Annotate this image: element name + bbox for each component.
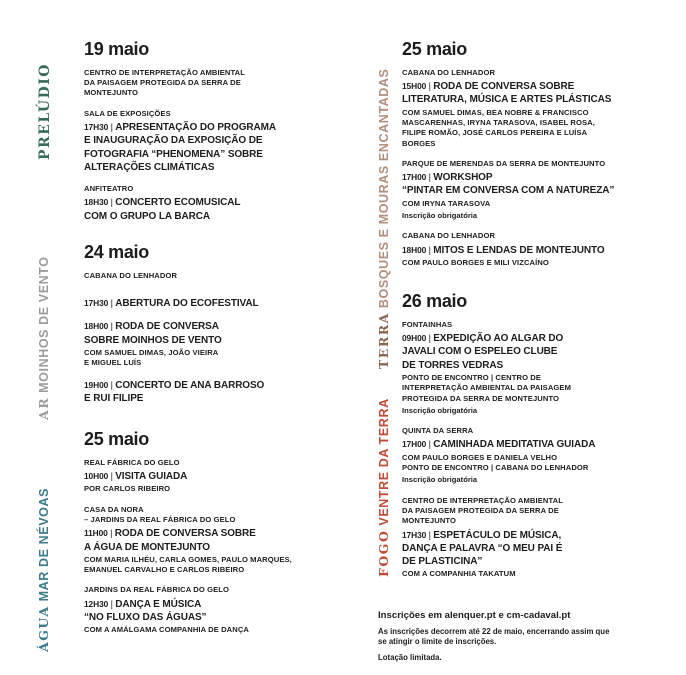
date-heading: 26 maio (402, 291, 467, 311)
title-line: “NO FLUXO DAS ÁGUAS” (84, 612, 207, 624)
venue-lines (84, 585, 338, 595)
venue-line: CENTRO DE INTERPRETAÇÃO AMBIENTAL (84, 67, 245, 77)
registration-note: Inscrição obrigatória (402, 405, 478, 415)
time-separator: | (426, 81, 434, 92)
venue-line: – JARDINS DA REAL FÁBRICA DO GELO (84, 514, 236, 524)
event-time: 17H00 (402, 439, 427, 450)
title-line: LITERATURA, MÚSICA E ARTES PLÁSTICAS (402, 94, 612, 106)
event-title (84, 297, 338, 310)
rail-element-word: PRELÚDIO (37, 62, 53, 160)
time-separator: | (107, 528, 115, 539)
detail-line: COM A COMPANHIA TAKATUM (402, 569, 516, 579)
event-time: 18H00 (402, 244, 427, 255)
event-block (402, 320, 678, 416)
event-time: 10H00 (84, 471, 109, 482)
detail-line: PROTEGIDA DA SERRA DE MONTEJUNTO (402, 393, 560, 403)
footer-registration-line: Inscrições em alenquer.pt e cm-cadaval.pt (378, 610, 571, 621)
title-line: E INAUGURAÇÃO DA EXPOSIÇÃO DE (84, 135, 263, 147)
venue-lines (402, 231, 678, 241)
rail-ar (38, 228, 62, 420)
detail-line: COM PAULO BORGES E MILI VIZCAÍNO (402, 257, 549, 267)
event-detail (84, 348, 338, 369)
rail-element-word: FOGO (376, 529, 391, 577)
registration-note: Inscrição obrigatória (402, 475, 478, 485)
section-preludio (36, 40, 338, 233)
title-line: RODA DE CONVERSA SOBRE (433, 81, 575, 93)
event-title-text (115, 298, 258, 309)
event-detail (402, 569, 678, 579)
event-time: 17H00 (402, 172, 427, 183)
event-block (402, 496, 678, 580)
venue-lines (402, 68, 678, 78)
detail-line: EMANUEL CARVALHO E CARLOS RIBEIRO (84, 565, 245, 575)
event-block (84, 585, 338, 635)
registration-note: Inscrição obrigatória (402, 211, 478, 221)
venue-lines (84, 505, 338, 526)
rail-subtitle: MAR DE NÉVOAS (37, 487, 51, 606)
event-title (84, 527, 338, 554)
event-block (84, 184, 338, 223)
venue-line: MONTEJUNTO (84, 88, 139, 98)
title-line: COM O GRUPO LA BARCA (84, 210, 210, 222)
event-time: 17H30 (402, 529, 427, 540)
event-block (84, 320, 338, 368)
title-line: “PINTAR EM CONVERSA COM A NATUREZA” (402, 185, 615, 197)
rail-subtitle: BOSQUES E MOURAS ENCANTADAS (377, 68, 391, 313)
event-title-text (402, 172, 614, 196)
event-title (402, 80, 678, 107)
venue-block (84, 68, 338, 99)
venue-lines (402, 496, 678, 527)
event-title (84, 598, 338, 625)
event-title-text (402, 81, 611, 105)
time-separator: | (108, 471, 116, 482)
title-line: MITOS E LENDAS DE MONTEJUNTO (433, 244, 605, 256)
venue-lines (84, 271, 338, 281)
venue-line: PARQUE DE MERENDAS DA SERRA DE MONTEJUNTO (402, 158, 606, 168)
event-time: 17H30 (84, 121, 109, 132)
detail-line: FILIPE ROMÃO, JOSÉ CARLOS PEREIRA E LUÍSA (402, 128, 588, 138)
title-line: RODA DE CONVERSA SOBRE (114, 528, 256, 540)
venue-lines (84, 458, 338, 468)
section-content (402, 292, 678, 580)
date-heading: 24 maio (84, 242, 149, 262)
detail-line: INTERPRETAÇÃO AMBIENTAL DA PAISAGEM (402, 383, 572, 393)
venue-lines (402, 426, 678, 436)
time-separator: | (426, 172, 434, 183)
title-line: EXPEDIÇÃO AO ALGAR DO (433, 333, 564, 345)
event-title (402, 244, 678, 257)
rail-element-word: AR (36, 396, 51, 420)
venue-line: CASA DA NORA (84, 504, 144, 514)
venue-line: MONTEJUNTO (402, 516, 457, 526)
time-separator: | (108, 321, 116, 332)
event-time: 12H30 (84, 598, 109, 609)
event-title (402, 332, 678, 372)
detail-line: COM SAMUEL DIMAS, JOÃO VIEIRA (84, 347, 219, 357)
event-block (84, 379, 338, 406)
time-separator: | (426, 439, 434, 450)
title-line: CONCERTO ECOMUSICAL (115, 197, 241, 209)
time-separator: | (108, 379, 116, 390)
venue-lines (402, 320, 678, 330)
venue-line: ANFITEATRO (84, 184, 134, 194)
rail-subtitle: VENTRE DA TERRA (377, 398, 391, 530)
event-time: 15H00 (402, 81, 427, 92)
time-separator: | (108, 598, 116, 609)
venue-line: FONTAINHAS (402, 319, 453, 329)
venue-line: CABANA DO LENHADOR (402, 67, 496, 77)
section-content (84, 40, 338, 223)
title-line: SOBRE MOINHOS DE VENTO (84, 334, 222, 346)
detail-line: E MIGUEL LUÍS (84, 358, 142, 368)
detail-line: COM MARIA ILHÉU, CARLA GOMES, PAULO MARQUES, (84, 554, 292, 564)
event-title (84, 379, 338, 406)
footer (378, 610, 670, 670)
event-time: 18H30 (84, 197, 109, 208)
event-block (402, 159, 678, 221)
footer-deadline-line-2: se atingir o limite de inscrições. (378, 637, 497, 647)
title-line: DANÇA E PALAVRA “O MEU PAI É (402, 542, 563, 554)
event-time: 09H00 (402, 333, 427, 344)
title-line: ALTERAÇÕES CLIMÁTICAS (84, 161, 215, 173)
venue-line: SALA DE EXPOSIÇÕES (84, 108, 171, 118)
title-line: APRESENTAÇÃO DO PROGRAMA (115, 121, 276, 133)
title-line: DE PLASTICINA” (402, 556, 483, 568)
venue-lines (84, 184, 338, 194)
title-line: ESPETÁCULO DE MÚSICA, (433, 529, 562, 541)
venue-line: CABANA DO LENHADOR (402, 231, 496, 241)
section-agua (36, 429, 338, 652)
event-detail (402, 453, 678, 474)
event-title (84, 121, 338, 174)
title-line: JAVALI COM O ESPELEO CLUBE (402, 346, 558, 358)
event-title (84, 196, 338, 223)
event-title-text (433, 245, 604, 256)
rail-element-word: TERRA (376, 312, 391, 369)
venue-line: REAL FÁBRICA DO GELO (84, 457, 180, 467)
event-detail (84, 555, 338, 576)
event-title (84, 470, 338, 483)
detail-line: COM PAULO BORGES E DANIELA VELHO (402, 452, 558, 462)
detail-line: BORGES (402, 138, 436, 148)
rail-preludio (38, 36, 62, 160)
event-block (84, 109, 338, 174)
venue-line: CABANA DO LENHADOR (84, 270, 178, 280)
time-separator: | (108, 121, 116, 132)
time-separator: | (108, 298, 116, 309)
event-detail (402, 373, 678, 404)
rail-element-word: ÁGUA (36, 605, 51, 652)
event-title (402, 171, 678, 198)
event-block (84, 458, 338, 495)
footer-capacity-note: Lotação limitada. (378, 653, 442, 663)
event-detail (84, 484, 338, 494)
title-line: DE TORRES VEDRAS (402, 359, 504, 371)
venue-line: JARDINS DA REAL FÁBRICA DO GELO (84, 585, 229, 595)
venue-line: DA PAISAGEM PROTEGIDA DA SERRA DE (402, 505, 559, 515)
venue-block (84, 271, 338, 281)
title-line: ABERTURA DO ECOFESTIVAL (115, 298, 259, 310)
event-title-text (115, 471, 187, 482)
detail-line: MASCARENHAS, IRYNA TARASOVA, ISABEL ROSA, (402, 117, 595, 127)
event-title (84, 320, 338, 347)
venue-lines (84, 68, 338, 99)
event-block (402, 426, 678, 485)
section-ar (36, 242, 338, 420)
event-time: 18H00 (84, 321, 109, 332)
section-content (84, 430, 338, 636)
footer-deadline-text (378, 627, 670, 647)
event-detail (84, 625, 338, 635)
title-line: CAMINHADA MEDITATIVA GUIADA (433, 439, 596, 451)
rail-subtitle: MOINHOS DE VENTO (37, 256, 51, 397)
date-heading: 19 maio (84, 39, 149, 59)
venue-line: QUINTA DA SERRA (402, 426, 474, 436)
event-time: 17H30 (84, 298, 109, 309)
event-title (402, 529, 678, 569)
event-time: 19H00 (84, 379, 109, 390)
detail-line: COM SAMUEL DIMAS, BEA NOBRE & FRANCISCO (402, 107, 589, 117)
time-separator: | (426, 333, 434, 344)
detail-line: PONTO DE ENCONTRO | CABANA DO LENHADOR (402, 463, 589, 473)
event-block (402, 231, 678, 268)
event-block (402, 68, 678, 149)
detail-line: COM IRYNA TARASOVA (402, 198, 491, 208)
title-line: DANÇA E MÚSICA (115, 598, 202, 610)
detail-line: PONTO DE ENCONTRO | CENTRO DE (402, 372, 542, 382)
time-separator: | (426, 529, 434, 540)
section-content (84, 243, 338, 405)
rail-fogo (378, 385, 402, 577)
event-title-text (433, 439, 595, 450)
title-line: WORKSHOP (433, 172, 493, 184)
event-block (84, 505, 338, 576)
title-line: FOTOGRAFIA “PHENOMENA” SOBRE (84, 148, 263, 160)
date-heading: 25 maio (84, 429, 149, 449)
event-title (402, 438, 678, 451)
rail-agua (38, 455, 62, 652)
event-detail (402, 199, 678, 209)
date-heading: 25 maio (402, 39, 467, 59)
title-line: A ÁGUA DE MONTEJUNTO (84, 541, 210, 553)
section-fogo (376, 292, 678, 590)
title-line: E RUI FILIPE (84, 392, 144, 404)
time-separator: | (108, 197, 116, 208)
detail-line: POR CARLOS RIBEIRO (84, 484, 171, 494)
event-time: 11H00 (84, 528, 108, 539)
time-separator: | (426, 244, 434, 255)
event-detail (402, 108, 678, 149)
footer-deadline-line-1: As inscrições decorrem até 22 de maio, encerrando assim que (378, 627, 610, 636)
title-line: VISITA GUIADA (115, 471, 188, 483)
detail-line: COM A AMÁLGAMA COMPANHIA DE DANÇA (84, 625, 250, 635)
venue-lines (84, 109, 338, 119)
event-detail (402, 258, 678, 268)
title-line: CONCERTO DE ANA BARROSO (115, 379, 265, 391)
venue-line: DA PAISAGEM PROTEGIDA DA SERRA DE (84, 78, 241, 88)
event-block (84, 297, 338, 310)
section-content (402, 40, 678, 268)
venue-lines (402, 159, 678, 169)
venue-line: CENTRO DE INTERPRETAÇÃO AMBIENTAL (402, 495, 563, 505)
title-line: RODA DE CONVERSA (115, 321, 219, 333)
